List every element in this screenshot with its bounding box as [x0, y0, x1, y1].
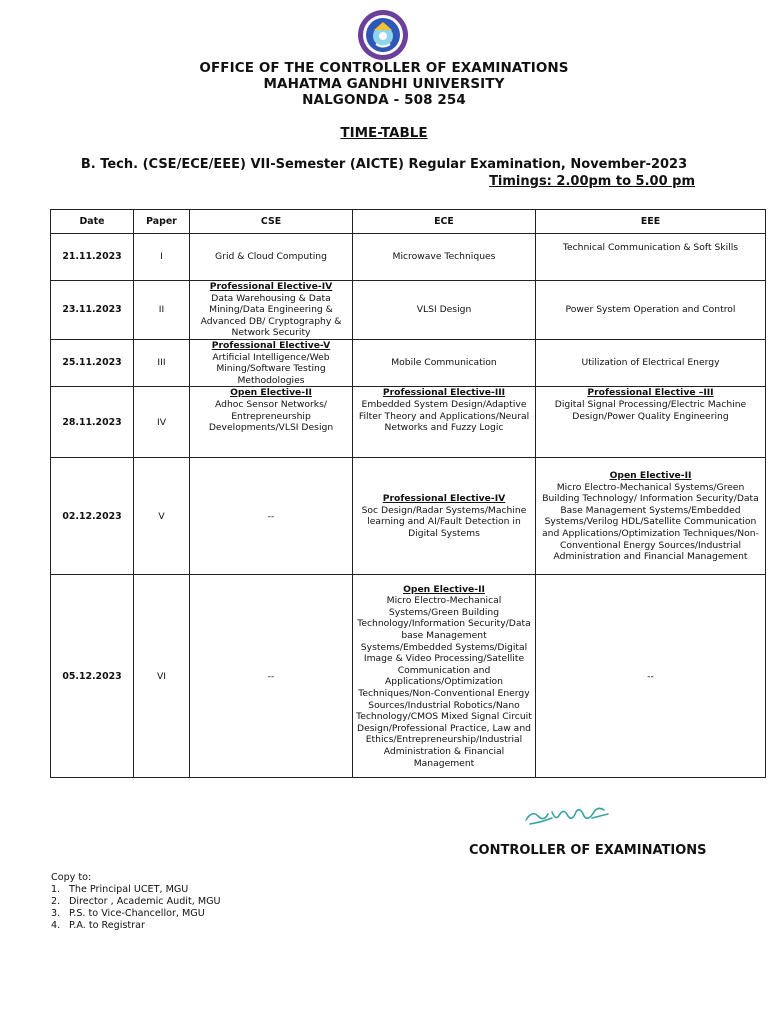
recipient: The Principal UCET, MGU	[69, 884, 189, 895]
subject-list: Adhoc Sensor Networks/ Entrepreneurship Developments/VLSI Design	[208, 398, 334, 434]
elective-heading: Professional Elective-V	[211, 340, 331, 351]
cse-subject: --	[190, 575, 353, 778]
subject-list: Micro Electro-Mechanical Systems/Green Building Technology/Information Security/Data base Management Systems/Embedded Systems/Digital Image & Video Processing/Satellite Communication and Applications/Optimization Techniques/Non-Conventional Energy Sources/Industrial Robotics/Nano Technology/CMOS Mixed Signal Circuit Design/Professional Practice, Law and Ethics/Entrepreneurship/Industrial Administration & Financial Management	[356, 595, 532, 769]
ece-subject: VLSI Design	[353, 281, 536, 340]
elective-heading: Open Elective-II	[230, 387, 312, 399]
elective-heading: Professional Elective-IV	[382, 493, 506, 505]
eee-subject: Technical Communication & Soft Skills	[536, 234, 766, 281]
paper-number: II	[134, 281, 190, 340]
list-number: 2.	[51, 896, 61, 907]
ece-subject: Microwave Techniques	[353, 234, 536, 281]
signatory-title: CONTROLLER OF EXAMINATIONS	[469, 843, 707, 858]
list-item	[51, 896, 221, 908]
page-title: TIME-TABLE	[340, 125, 428, 141]
column-header-eee: EEE	[536, 210, 766, 234]
column-header-cse: CSE	[190, 210, 353, 234]
timetable	[50, 209, 766, 778]
table-row	[51, 458, 766, 575]
exam-date: 02.12.2023	[51, 458, 134, 575]
elective-heading: Professional Elective-IV	[209, 281, 333, 293]
eee-subject	[536, 458, 766, 575]
column-header-paper: Paper	[134, 210, 190, 234]
column-header-date: Date	[51, 210, 134, 234]
eee-subject: Power System Operation and Control	[536, 281, 766, 340]
subject-list: Embedded System Design/Adaptive Filter Theory and Applications/Neural Networks and Fuzzy Logic	[358, 398, 530, 434]
exam-title: B. Tech. (CSE/ECE/EEE) VII-Semester (AICTE) Regular Examination, November-2023	[80, 157, 688, 172]
subject-list: Digital Signal Processing/Electric Machine Design/Power Quality Engineering	[554, 398, 747, 422]
university-location: NALGONDA - 508 254	[302, 92, 466, 108]
eee-subject: Utilization of Electrical Energy	[536, 340, 766, 387]
eee-subject	[536, 387, 766, 458]
signature	[522, 802, 614, 830]
ece-subject	[353, 458, 536, 575]
table-row	[51, 387, 766, 458]
ece-subject: Mobile Communication	[353, 340, 536, 387]
table-row	[51, 575, 766, 778]
column-header-ece: ECE	[353, 210, 536, 234]
subject-list: Micro Electro-Mechanical Systems/Green Building Technology/ Information Security/Data Base Management Systems/Embedded Systems/Verilog HDL/Satellite Communication and Applications/Optimization Techniques/Non-Conventional Energy Sources/Industrial Administration and Financial Management	[542, 481, 759, 563]
elective-heading: Professional Elective-III	[382, 387, 506, 399]
list-item	[51, 920, 221, 932]
elective-heading: Professional Elective –III	[587, 387, 714, 399]
paper-number: V	[134, 458, 190, 575]
cse-subject	[190, 340, 353, 387]
table-row	[51, 234, 766, 281]
copy-to-section	[51, 872, 221, 932]
elective-heading: Open Elective-II	[609, 470, 692, 481]
cse-subject: Grid & Cloud Computing	[190, 234, 353, 281]
cse-subject	[190, 387, 353, 458]
paper-number: IV	[134, 387, 190, 458]
paper-number: III	[134, 340, 190, 387]
cse-subject: --	[190, 458, 353, 575]
table-row	[51, 281, 766, 340]
exam-date: 28.11.2023	[51, 387, 134, 458]
list-number: 3.	[51, 908, 61, 919]
paper-number: I	[134, 234, 190, 281]
office-name: OFFICE OF THE CONTROLLER OF EXAMINATIONS	[199, 60, 569, 76]
subject-list: Data Warehousing & Data Mining/Data Engineering & Advanced DB/ Cryptography & Network Security	[200, 292, 342, 339]
exam-timings: Timings: 2.00pm to 5.00 pm	[489, 174, 695, 189]
subject-list: Soc Design/Radar Systems/Machine learning and AI/Fault Detection in Digital Systems	[361, 504, 527, 539]
document-header	[0, 60, 768, 108]
list-item	[51, 908, 221, 920]
paper-number: VI	[134, 575, 190, 778]
university-name: MAHATMA GANDHI UNIVERSITY	[263, 76, 505, 92]
ece-subject	[353, 575, 536, 778]
ece-subject	[353, 387, 536, 458]
list-number: 4.	[51, 920, 61, 931]
table-row	[51, 340, 766, 387]
eee-subject: --	[536, 575, 766, 778]
recipient: P.S. to Vice-Chancellor, MGU	[69, 908, 205, 919]
university-logo	[356, 8, 410, 62]
list-number: 1.	[51, 884, 61, 895]
recipient: Director , Academic Audit, MGU	[69, 896, 221, 907]
recipient: P.A. to Registrar	[69, 920, 145, 931]
subject-list: Artificial Intelligence/Web Mining/Software Testing Methodologies	[212, 351, 330, 386]
timetable-header-row	[51, 210, 766, 234]
exam-date: 23.11.2023	[51, 281, 134, 340]
copy-to-list	[51, 884, 221, 932]
exam-date: 21.11.2023	[51, 234, 134, 281]
list-item	[51, 884, 221, 896]
elective-heading: Open Elective-II	[403, 583, 485, 595]
exam-date: 05.12.2023	[51, 575, 134, 778]
exam-date: 25.11.2023	[51, 340, 134, 387]
cse-subject	[190, 281, 353, 340]
copy-to-label: Copy to:	[51, 872, 92, 883]
